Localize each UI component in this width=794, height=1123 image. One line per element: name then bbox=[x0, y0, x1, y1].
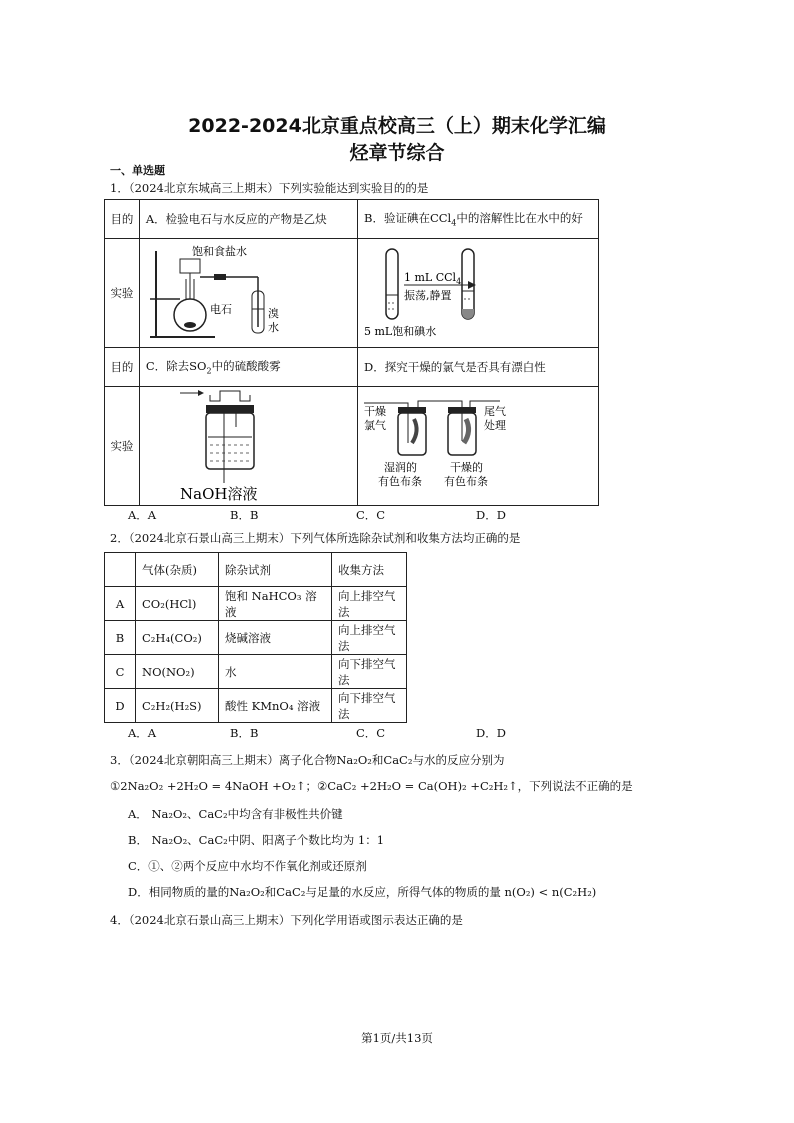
q1-exp-label-2: 实验 bbox=[105, 387, 140, 506]
q4-stem: 4．（2024北京石景山高三上期末）下列化学用语或图示表达正确的是 bbox=[110, 913, 463, 927]
q1-goal-label-2: 目的 bbox=[105, 348, 140, 387]
table-row bbox=[105, 621, 407, 655]
q1-exp-label: 实验 bbox=[105, 239, 140, 348]
bromine-label-1: 溴 bbox=[267, 307, 279, 320]
bromine-label-2: 水 bbox=[267, 321, 279, 334]
q1-stem: 1．（2024北京东城高三上期末）下列实验能达到实验目的的是 bbox=[110, 181, 429, 195]
q1-goal-a: A．检验电石与水反应的产物是乙炔 bbox=[139, 200, 357, 239]
saltwater-label: 饱和食盐水 bbox=[191, 245, 247, 258]
row-method: 向上排空气法 bbox=[332, 621, 407, 655]
q3-choice-b[interactable]: B． Na₂O₂、CaC₂中阴、阳离子个数比均为 1：1 bbox=[128, 833, 385, 847]
table-header-cell: 收集方法 bbox=[332, 553, 407, 587]
q2-option-d[interactable]: D．D bbox=[476, 726, 506, 740]
row-method: 向下排空气法 bbox=[332, 689, 407, 723]
tail-gas-label-1: 尾气 bbox=[484, 405, 506, 418]
tail-gas-label-2: 处理 bbox=[484, 419, 506, 432]
q3-choice-d[interactable]: D．相同物质的量的Na₂O₂和CaC₂与足量的水反应，所得气体的物质的量 n(O₂) < n(C₂H₂) bbox=[128, 885, 597, 899]
iodine-extraction-figure bbox=[358, 239, 598, 344]
wet-cloth-label-1: 湿润的 bbox=[384, 461, 417, 474]
q3-choice-a[interactable]: A． Na₂O₂、CaC₂中均含有非极性共价键 bbox=[128, 807, 343, 821]
row-key: A bbox=[105, 587, 136, 621]
dry-cloth-label-1: 干燥的 bbox=[450, 461, 483, 474]
doc-subtitle: 烃章节综合 bbox=[349, 142, 445, 164]
row-gas: C₂H₄(CO₂) bbox=[136, 621, 219, 655]
table-row bbox=[105, 689, 407, 723]
row-reagent: 水 bbox=[219, 655, 332, 689]
q1-fig-b bbox=[358, 239, 599, 348]
row-gas: CO₂(HCl) bbox=[136, 587, 219, 621]
table-row bbox=[105, 655, 407, 689]
row-method: 向上排空气法 bbox=[332, 587, 407, 621]
row-reagent: 烧碱溶液 bbox=[219, 621, 332, 655]
row-key: B bbox=[105, 621, 136, 655]
row-key: D bbox=[105, 689, 136, 723]
q2-gas-table bbox=[104, 552, 407, 723]
dry-chlorine-label-1: 干燥 bbox=[364, 405, 386, 418]
q1-option-c[interactable]: C．C bbox=[356, 508, 386, 522]
dry-chlorine-label-2: 氯气 bbox=[364, 419, 386, 432]
chlorine-bleach-figure bbox=[358, 387, 598, 502]
q1-goal-b: B．验证碘在CCl$_4$中的溶解性比在水中的好 bbox=[358, 200, 599, 239]
q1-option-a[interactable]: A．A bbox=[128, 508, 157, 522]
wet-cloth-label-2: 有色布条 bbox=[378, 475, 422, 488]
q1-fig-d bbox=[358, 387, 599, 506]
row-gas: C₂H₂(H₂S) bbox=[136, 689, 219, 723]
row-reagent: 酸性 KMnO₄ 溶液 bbox=[219, 689, 332, 723]
q2-option-c[interactable]: C．C bbox=[356, 726, 386, 740]
page-footer: 第1页/共13页 bbox=[361, 1031, 433, 1045]
q2-option-a[interactable]: A．A bbox=[128, 726, 157, 740]
q3-stem: 3．（2024北京朝阳高三上期末）离子化合物Na₂O₂和CaC₂与水的反应分别为 bbox=[110, 753, 505, 767]
row-reagent: 饱和 NaHCO₃ 溶液 bbox=[219, 587, 332, 621]
ccl4-label: 1 mL CCl$_4$ bbox=[404, 271, 462, 286]
iodine-water-label: 5 mL饱和碘水 bbox=[364, 325, 437, 338]
doc-title: 2022-2024北京重点校高三（上）期末化学汇编 bbox=[188, 115, 606, 137]
q1-fig-c bbox=[139, 387, 357, 506]
acetylene-apparatus-figure bbox=[140, 239, 340, 344]
row-method: 向下排空气法 bbox=[332, 655, 407, 689]
q1-goal-d: D．探究干燥的氯气是否具有漂白性 bbox=[358, 348, 599, 387]
q3-choice-c[interactable]: C．①、②两个反应中水均不作氧化剂或还原剂 bbox=[128, 859, 367, 873]
table-header-row bbox=[105, 553, 407, 587]
q1-experiment-table bbox=[104, 199, 599, 506]
dry-cloth-label-2: 有色布条 bbox=[444, 475, 488, 488]
table-header-cell bbox=[105, 553, 136, 587]
shake-label: 振荡,静置 bbox=[404, 289, 452, 302]
q1-fig-a bbox=[139, 239, 357, 348]
q2-stem: 2．（2024北京石景山高三上期末）下列气体所选除杂试剂和收集方法均正确的是 bbox=[110, 531, 521, 545]
q1-option-b[interactable]: B．B bbox=[230, 508, 259, 522]
table-header-cell: 除杂试剂 bbox=[219, 553, 332, 587]
table-header-cell: 气体(杂质) bbox=[136, 553, 219, 587]
row-gas: NO(NO₂) bbox=[136, 655, 219, 689]
q3-equations: ①2Na₂O₂ +2H₂O = 4NaOH +O₂↑；②CaC₂ +2H₂O = Ca(OH)₂ +C₂H₂↑，下列说法不正确的是 bbox=[110, 779, 633, 793]
wash-bottle-figure bbox=[140, 387, 340, 502]
row-key: C bbox=[105, 655, 136, 689]
carbide-label: 电石 bbox=[209, 303, 232, 316]
q2-option-b[interactable]: B．B bbox=[230, 726, 259, 740]
q1-goal-label: 目的 bbox=[105, 200, 140, 239]
table-row bbox=[105, 587, 407, 621]
naoh-label: NaOH溶液 bbox=[179, 485, 258, 502]
q1-option-d[interactable]: D．D bbox=[476, 508, 506, 522]
section-heading: 一、单选题 bbox=[110, 164, 165, 177]
q1-goal-c: C．除去$SO_2$中的硫酸酸雾 bbox=[139, 348, 357, 387]
